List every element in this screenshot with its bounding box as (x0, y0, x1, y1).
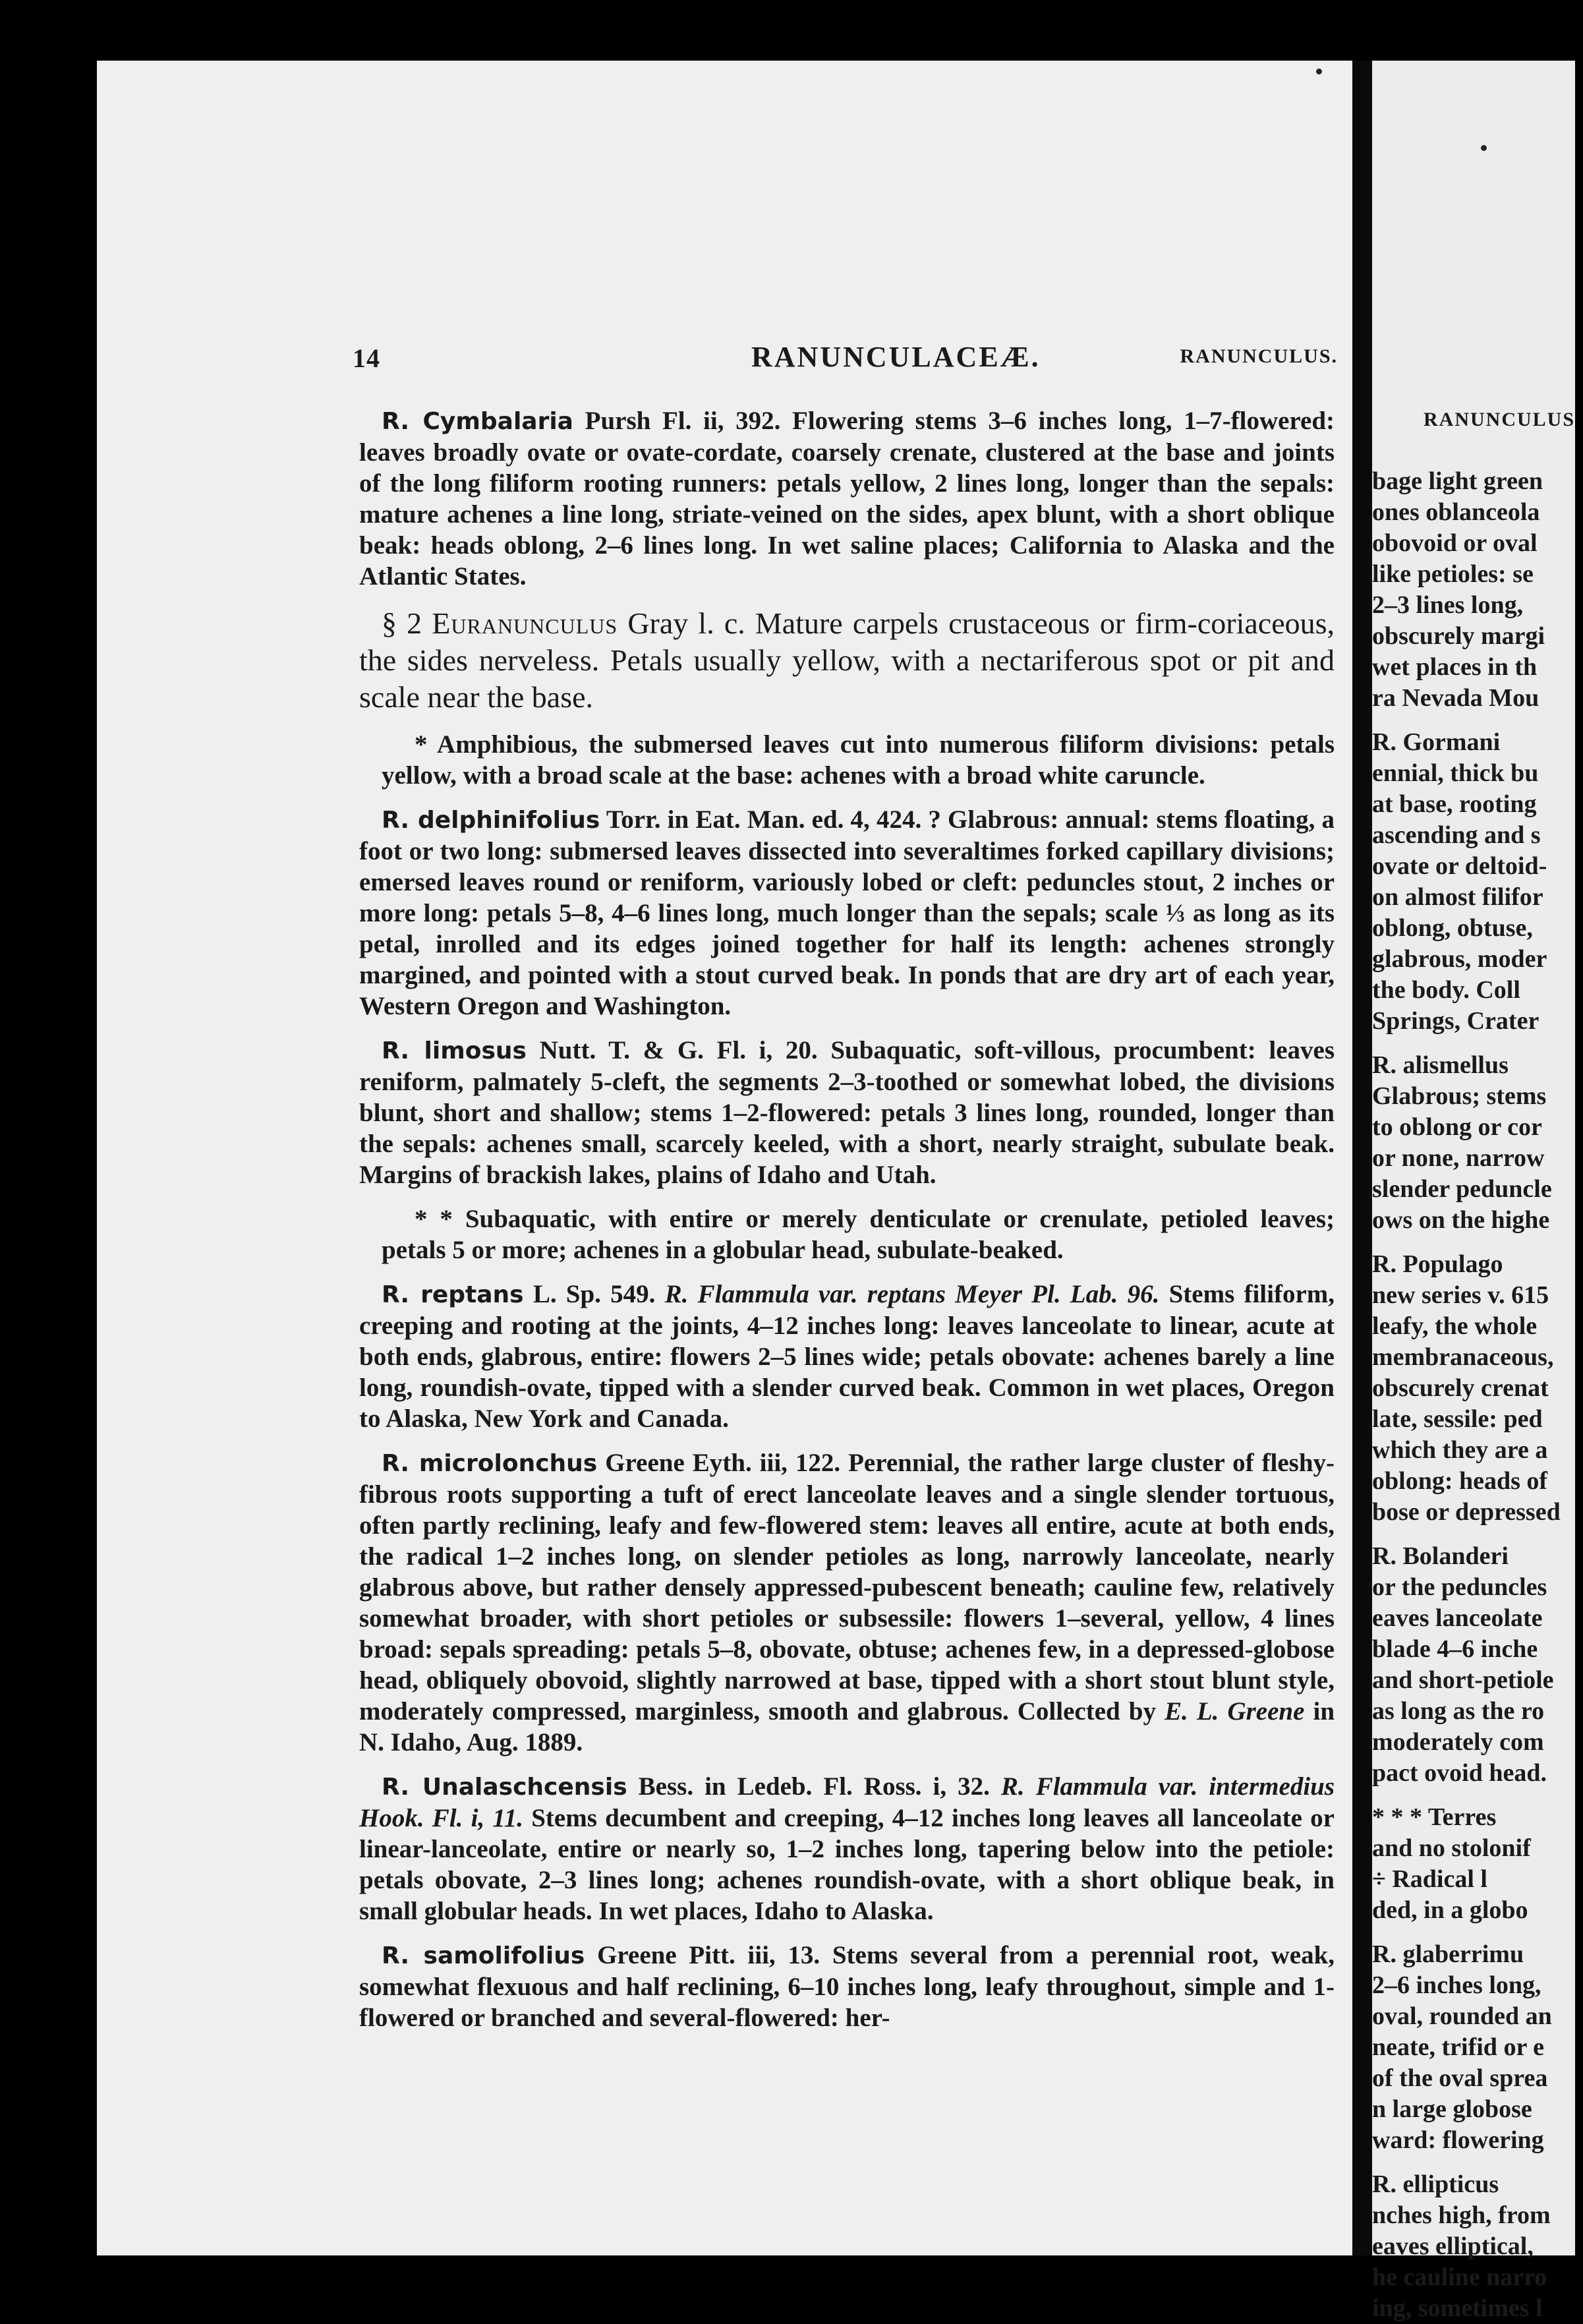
facing-page-line: 2–6 inches long, (1372, 1971, 1541, 1999)
speck (1481, 145, 1487, 151)
facing-page-gap (1372, 2156, 1583, 2169)
facing-page-line: oval, rounded an (1372, 2002, 1552, 2030)
facing-page-line: ascending and s (1372, 821, 1541, 849)
facing-page-line: R. alismellus (1372, 1051, 1509, 1079)
entry-text: L. Sp. 549. (532, 1280, 656, 1308)
facing-page-gap (1372, 1926, 1583, 1939)
facing-page-header: RANUNCULUS (1424, 409, 1576, 430)
facing-page-line: ra Nevada Mou (1372, 684, 1540, 712)
page-gutter (1352, 61, 1372, 2255)
section-prefix: § 2 (382, 606, 422, 640)
facing-page-strip (1372, 61, 1576, 2322)
facing-page-line: ing, sometimes l (1372, 2294, 1543, 2322)
entry-text: Nutt. T. & G. Fl. i, 20. Subaquatic, soft-villous, procumbent: leaves reniform, palmately 5-cleft, the segments 2–3-toothed or somewhat lobed, the divisions blunt, short and shallow; stems 1–2-flowered: petals 3 lines long, rounded, longer than the sepals: achenes small, scarcely keeled, with a short, nearly straight, subulate beak. Margins of brackish lakes, plains of Idaho and Utah. (359, 1036, 1335, 1189)
facing-page-line: ovate or deltoid- (1372, 852, 1547, 880)
facing-page-gap (1372, 1789, 1583, 1802)
entry-text: Greene Eyth. iii, 122. Perennial, the rather large cluster of fleshy-fibrous roots supporting a tuft of erect lanceolate leaves and a single slender tortuous, often partly reclining, leafy and few-flowered stem: leaves all entire, acute at both ends, the radical 1–2 inches long, on slender petioles as long, narrowly lanceolate, nearly glabrous above, but rather densely appressed-pubescent beneath; cauline few, relatively somewhat broader, with short petioles or subsessile: flowers 1–several, yellow, 4 lines broad: sepals spreading: petals 5–8, obovate, obtuse; achenes few, in a depressed-globose head, obliquely obovoid, slightly narrowed at base, tipped with a short stout blunt style, moderately compressed, marginless, smooth and glabrous. Collected by (359, 1449, 1335, 1726)
facing-page-gap (1372, 1037, 1583, 1050)
facing-page-line: Glabrous; stems (1372, 1082, 1547, 1110)
facing-page-line: or the peduncles (1372, 1573, 1547, 1601)
facing-page-line: ded, in a globo (1372, 1896, 1528, 1924)
facing-page-line: obovoid or oval (1372, 529, 1538, 557)
facing-page-line: of the oval sprea (1372, 2064, 1548, 2092)
facing-page-line: R. glaberrimu (1372, 1940, 1524, 1968)
facing-page-line: 2–3 lines long, (1372, 591, 1524, 619)
facing-page-line: pact ovoid head. (1372, 1759, 1547, 1787)
species-entry (359, 1940, 1335, 2033)
facing-page-line: ennial, thick bu (1372, 759, 1539, 787)
facing-page-line: oblong, obtuse, (1372, 914, 1533, 942)
facing-page-line: glabrous, moder (1372, 945, 1547, 973)
facing-page-line: he cauline narro (1372, 2263, 1547, 2291)
key-entry: * Amphibious, the submersed leaves cut into numerous filiform divisions: petals yellow, with a broad scale at the base: achenes with a broad white caruncle. (382, 730, 1335, 790)
facing-page-lines (1372, 466, 1583, 2324)
facing-page-line: bose or depressed (1372, 1498, 1561, 1526)
facing-page-line: oblong: heads of (1372, 1467, 1548, 1495)
species-entry (359, 405, 1335, 592)
facing-page-line: ward: flowering (1372, 2126, 1544, 2154)
section-name: Euranunculus (432, 606, 618, 640)
facing-page-line: eaves elliptical, (1372, 2232, 1534, 2260)
page-title: RANUNCULACEÆ. (751, 341, 1041, 373)
facing-page-line: and short-petiole (1372, 1666, 1554, 1694)
facing-page-line: R. Populago (1372, 1250, 1503, 1278)
synonym-citation: R. Flammula var. intermedius Hook. Fl. i, 11. (359, 1772, 1335, 1832)
facing-page-line: * * * Terres (1372, 1803, 1497, 1831)
species-name: R. Unalaschcensis (382, 1774, 627, 1801)
facing-page-line: eaves lanceolate (1372, 1604, 1543, 1632)
facing-page-line: R. ellipticus (1372, 2170, 1499, 2198)
facing-page-line: late, sessile: ped (1372, 1405, 1543, 1433)
species-entry (359, 1279, 1335, 1434)
species-name: R. limosus (382, 1037, 527, 1064)
speck (1316, 69, 1322, 74)
page-number: 14 (353, 343, 380, 373)
facing-page-gap (1372, 714, 1583, 727)
facing-page-line: as long as the ro (1372, 1697, 1545, 1725)
entry-text: Torr. in Eat. Man. ed. 4, 424. ? Glabrous: annual: stems floating, a foot or two long: submersed leaves dissected into severaltimes forked capillary divisions; emersed leaves round or reniform, variously lobed or cleft: peduncles stout, 2 inches or more long: petals 5–8, 4–6 lines long, much longer than the sepals; scale ⅓ as long as its petal, inrolled and its edges joined together for half its length: achenes strongly margined, and pointed with a stout curved beak. In ponds that are dry art of each year, Western Oregon and Washington. (359, 805, 1335, 1020)
facing-page-line: obscurely margi (1372, 622, 1545, 650)
facing-page-line: moderately com (1372, 1728, 1544, 1756)
facing-page-line: wet places in th (1372, 653, 1538, 681)
collector-name: E. L. Greene (1165, 1697, 1305, 1726)
facing-page-gap (1372, 1528, 1583, 1541)
species-name: R. samolifolius (382, 1942, 585, 1969)
section-text: Gray l. c. Mature carpels crustaceous or firm-coriaceous, the sides nerveless. Petals usually yellow, with a nectariferous spot or pit and scale near the base. (359, 606, 1335, 714)
facing-page-line: ÷ Radical l (1372, 1865, 1487, 1893)
facing-page-line: at base, rooting (1372, 790, 1537, 818)
facing-page-line: on almost filifor (1372, 883, 1543, 911)
facing-page-line: R. Bolanderi (1372, 1542, 1509, 1570)
facing-page-line: ows on the highe (1372, 1206, 1550, 1234)
facing-page-line: new series v. 615 (1372, 1281, 1549, 1309)
facing-page-line: ones oblanceola (1372, 498, 1540, 526)
facing-page-line: nches high, from (1372, 2201, 1551, 2229)
entry-text: in N. Idaho, Aug. 1889. (359, 1697, 1335, 1757)
entry-text: Stems filiform, creeping and rooting at the joints, 4–12 inches long: leaves lanceolate to linear, acute at both ends, glabrous, entire: flowers 2–5 lines wide; petals obovate: achenes barely a line long, roundish-ovate, tipped with a slender curved beak. Common in wet places, Oregon to Alaska, New York and Canada. (359, 1280, 1335, 1433)
species-name: R. reptans (382, 1281, 524, 1308)
facing-page-gap (1372, 1236, 1583, 1249)
entry-text: Stems decumbent and creeping, 4–12 inches long leaves all lanceolate or linear-lanceolate, entire or nearly so, 1–2 inches long, tapering below into the petiole: petals obovate, 2–3 lines long; achenes roundish-ovate, with a short oblique beak, in small globular heads. In wet places, Idaho to Alaska. (359, 1804, 1335, 1925)
facing-page-line: or none, narrow (1372, 1144, 1545, 1172)
facing-page-line: obscurely crenat (1372, 1374, 1549, 1402)
species-name: R. delphinifolius (382, 807, 600, 834)
body-text (359, 405, 1335, 2047)
running-head: RANUNCULUS. (1180, 345, 1338, 367)
facing-page-line: which they are a (1372, 1436, 1548, 1464)
key-entry: * * Subaquatic, with entire or merely denticulate or crenulate, petioled leaves; petals 5 or more; achenes in a globular head, subulate-beaked. (382, 1205, 1335, 1264)
facing-page-line: blade 4–6 inche (1372, 1635, 1538, 1663)
species-entry (359, 1771, 1335, 1927)
facing-page-line: and no stolonif (1372, 1834, 1531, 1862)
facing-page-line: to oblong or cor (1372, 1113, 1542, 1141)
entry-text: Bess. in Ledeb. Fl. Ross. i, 32. (638, 1772, 990, 1801)
facing-page-line: n large globose (1372, 2095, 1532, 2123)
species-name: R. microlonchus (382, 1450, 598, 1477)
entry-text: Pursh Fl. ii, 392. Flowering stems 3–6 inches long, 1–7-flowered: leaves broadly ovate or ovate-cordate, coarsely crenate, clustered at the base and joints of the long filiform rooting runners: petals yellow, 2 lines long, longer than the sepals: mature achenes a line long, striate-veined on the sides, apex blunt, with a short oblique beak: heads oblong, 2–6 lines long. In wet saline places; California to Alaska and the Atlantic States. (359, 407, 1335, 591)
facing-page-line: membranaceous, (1372, 1343, 1554, 1371)
species-entry (359, 1035, 1335, 1190)
facing-page-line: leafy, the whole (1372, 1312, 1538, 1340)
species-name: R. Cymbalaria (382, 408, 573, 435)
facing-page-line: neate, trifid or e (1372, 2033, 1544, 2061)
facing-page-line: R. Gormani (1372, 728, 1501, 756)
species-entry (359, 804, 1335, 1022)
species-entry (359, 1447, 1335, 1758)
entry-text: Greene Pitt. iii, 13. Stems several from a perennial root, weak, somewhat flexuous and half reclining, 6–10 inches long, leafy throughout, simple and 1-flowered or branched and several-flowered: her- (359, 1941, 1335, 2032)
facing-page-line: the body. Coll (1372, 976, 1520, 1004)
facing-page-line: bage light green (1372, 467, 1543, 495)
facing-page-line: like petioles: se (1372, 560, 1534, 588)
facing-page-line: slender peduncle (1372, 1175, 1552, 1203)
facing-page-line: Springs, Crater (1372, 1007, 1540, 1035)
page-header (244, 337, 1338, 377)
synonym-citation: R. Flammula var. reptans Meyer Pl. Lab. 96. (664, 1280, 1160, 1308)
section-heading (359, 605, 1335, 716)
